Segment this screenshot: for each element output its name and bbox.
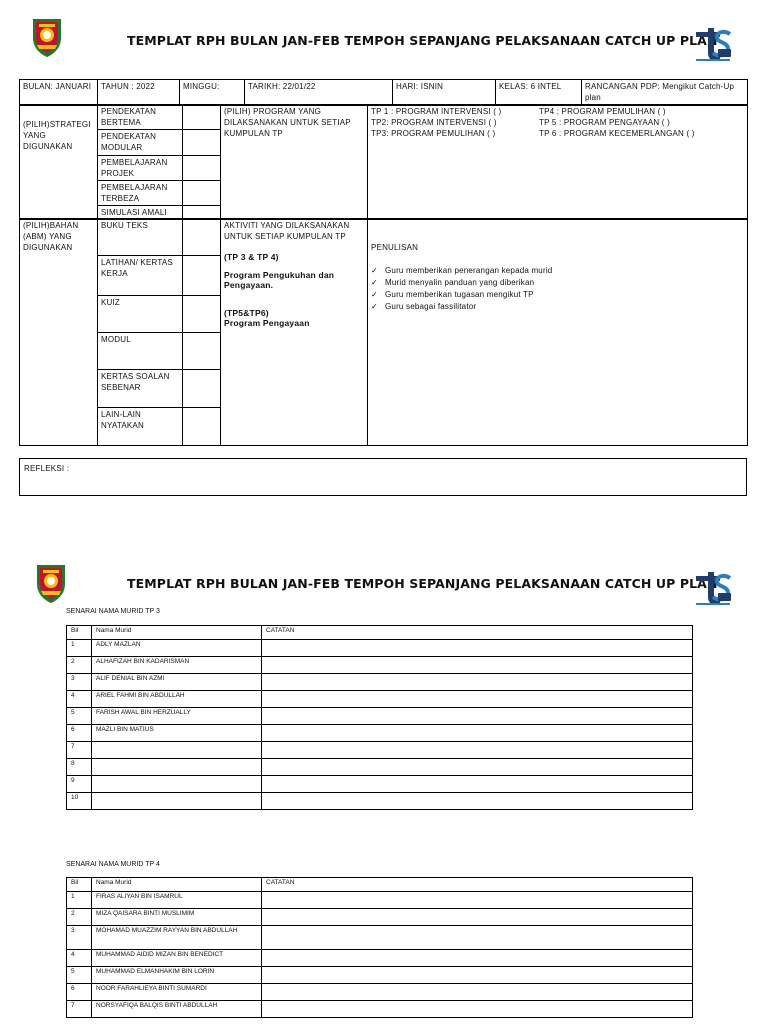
notes-cell[interactable] — [262, 742, 693, 759]
program-item: TP4 ; PROGRAM PEMULIHAN ( ) — [539, 107, 666, 116]
ts25-logo — [692, 22, 732, 62]
student-name-cell: MUHAMMAD ELMANHAKIM BIN LORIN — [92, 967, 262, 984]
material-option: BUKU TEKS — [98, 219, 183, 256]
notes-cell[interactable] — [262, 674, 693, 691]
program-item: TP3: PROGRAM PEMULIHAN ( ) — [371, 129, 496, 138]
program-item: TP 1 : PROGRAM INTERVENSI ( ) — [371, 107, 502, 116]
program-item: TP2: PROGRAM INTERVENSI ( ) — [371, 118, 497, 127]
activity-prompt: AKTIVITI YANG DILAKSANAKAN UNTUK SETIAP KUMPULAN TP — [224, 221, 350, 241]
notes-cell[interactable] — [262, 950, 693, 967]
column-header-catatan: CATATAN — [262, 878, 693, 892]
strategy-checkbox[interactable] — [183, 130, 221, 156]
list-caption-tp3: SENARAI NAMA MURID TP 3 — [66, 608, 160, 615]
page-title: TEMPLAT RPH BULAN JAN-FEB TEMPOH SEPANJANG PELAKSANAAN CATCH UP PLAN — [127, 576, 718, 591]
row-number-cell: 7 — [67, 1001, 92, 1018]
table-row — [67, 892, 693, 909]
student-name-cell: MAZLI BIN MATIUS — [92, 725, 262, 742]
material-option: KERTAS SOALAN SEBENAR — [98, 370, 183, 408]
notes-cell[interactable] — [262, 984, 693, 1001]
material-checkbox[interactable] — [183, 219, 221, 256]
material-checkbox[interactable] — [183, 296, 221, 333]
notes-cell[interactable] — [262, 909, 693, 926]
table-row — [67, 708, 693, 725]
kelas-cell: KELAS: 6 INTEL — [496, 80, 582, 106]
row-number-cell: 8 — [67, 759, 92, 776]
refleksi-label: REFLEKSI : — [24, 464, 70, 473]
student-name-cell: MOHAMAD MUAZZIM RAYYAN BIN ABDULLAH — [92, 926, 262, 950]
row-number-cell: 4 — [67, 950, 92, 967]
materials-label: (PILIH)BAHAN (ABM) YANG DIGUNAKAN — [20, 219, 98, 446]
program-prompt: (PILIH) PROGRAM YANG DILAKSANAKAN UNTUK SETIAP KUMPULAN TP — [221, 105, 368, 220]
column-header-bil: Bil — [67, 626, 92, 640]
notes-cell[interactable] — [262, 759, 693, 776]
row-number-cell: 3 — [67, 674, 92, 691]
strategy-option: SIMULASI AMALI — [98, 206, 183, 220]
student-name-cell — [92, 742, 262, 759]
student-name-cell: FIRAS ALIYAN BIN ISAMRUL — [92, 892, 262, 909]
table-row — [67, 984, 693, 1001]
strategy-label: (PILIH)STRATEGI YANG DIGUNAKAN — [20, 105, 98, 220]
material-checkbox[interactable] — [183, 370, 221, 408]
activity-description — [368, 219, 748, 446]
notes-cell[interactable] — [262, 967, 693, 984]
strategy-checkbox[interactable] — [183, 156, 221, 181]
table-row — [67, 1001, 693, 1018]
material-checkbox[interactable] — [183, 256, 221, 296]
material-option: MODUL — [98, 333, 183, 370]
strategy-checkbox[interactable] — [183, 105, 221, 130]
notes-cell[interactable] — [262, 640, 693, 657]
row-number-cell: 5 — [67, 708, 92, 725]
student-name-cell: ADLY MAZLAN — [92, 640, 262, 657]
row-number-cell: 1 — [67, 640, 92, 657]
table-row — [67, 657, 693, 674]
row-number-cell: 6 — [67, 984, 92, 1001]
table-row — [67, 725, 693, 742]
student-name-cell: ALIF DENIAL BIN AZMI — [92, 674, 262, 691]
tarikh-cell: TARIKH: 22/01/22 — [245, 80, 393, 106]
activity-groups — [221, 219, 368, 446]
school-crest-logo — [30, 16, 64, 58]
minggu-cell: MINGGU: — [180, 80, 245, 106]
strategy-option: PENDEKATAN BERTEMA — [98, 105, 183, 130]
notes-cell[interactable] — [262, 892, 693, 909]
student-table-tp3 — [66, 625, 693, 810]
row-number-cell: 7 — [67, 742, 92, 759]
notes-cell[interactable] — [262, 926, 693, 950]
table-row — [67, 950, 693, 967]
row-number-cell: 3 — [67, 926, 92, 950]
student-name-cell: ARIEL FAHMI BIN ABDULLAH — [92, 691, 262, 708]
material-checkbox[interactable] — [183, 408, 221, 446]
student-name-cell: MIZA QAISARA BINTI MUSLIMIM — [92, 909, 262, 926]
strategy-table — [19, 104, 748, 220]
table-row — [67, 640, 693, 657]
column-header-nama: Nama Murid — [92, 626, 262, 640]
activity-item: Guru memberikan tugasan mengikut TP — [385, 290, 534, 299]
notes-cell[interactable] — [262, 1001, 693, 1018]
table-row — [67, 793, 693, 810]
row-number-cell: 2 — [67, 657, 92, 674]
page-title: TEMPLAT RPH BULAN JAN-FEB TEMPOH SEPANJANG PELAKSANAAN CATCH UP PLAN — [127, 33, 718, 48]
group2-title: (TP5&TP6) — [224, 308, 269, 318]
row-number-cell: 1 — [67, 892, 92, 909]
notes-cell[interactable] — [262, 691, 693, 708]
tahun-cell: TAHUN : 2022 — [98, 80, 180, 106]
checkmark-icon: ✓ — [371, 302, 378, 311]
group1-program: Program Pengukuhan dan Pengayaan. — [224, 270, 335, 290]
table-row — [67, 742, 693, 759]
school-crest-logo — [34, 562, 68, 604]
strategy-option: PEMBELAJARAN PROJEK — [98, 156, 183, 181]
student-table-tp4 — [66, 877, 693, 1018]
row-number-cell: 4 — [67, 691, 92, 708]
student-name-cell: NOOR FARAHLIEYA BINTI SUMARDI — [92, 984, 262, 1001]
activity-heading: PENULISAN — [371, 243, 419, 252]
column-header-bil: Bil — [67, 878, 92, 892]
table-header-row — [67, 626, 693, 640]
material-checkbox[interactable] — [183, 333, 221, 370]
program-list — [368, 105, 748, 220]
table-row — [67, 674, 693, 691]
column-header-nama: Nama Murid — [92, 878, 262, 892]
notes-cell[interactable] — [262, 708, 693, 725]
strategy-checkbox[interactable] — [183, 181, 221, 206]
refleksi-box[interactable] — [19, 458, 747, 496]
row-number-cell: 10 — [67, 793, 92, 810]
row-number-cell: 5 — [67, 967, 92, 984]
checkmark-icon: ✓ — [371, 278, 378, 287]
materials-table — [19, 218, 748, 446]
table-row — [67, 909, 693, 926]
notes-cell[interactable] — [262, 776, 693, 793]
table-row — [67, 691, 693, 708]
row-number-cell: 2 — [67, 909, 92, 926]
program-item: TP 6 : PROGRAM KECEMERLANGAN ( ) — [539, 129, 695, 138]
student-name-cell: ALHAFIZAH BIN KADARISMAN — [92, 657, 262, 674]
column-header-catatan: CATATAN — [262, 626, 693, 640]
bulan-cell: BULAN: JANUARI — [20, 80, 98, 106]
material-option: LATIHAN/ KERTAS KERJA — [98, 256, 183, 296]
row-number-cell: 9 — [67, 776, 92, 793]
ts25-logo — [692, 566, 732, 606]
activity-item: Guru memberikan penerangan kepada murid — [385, 266, 553, 275]
row-number-cell: 6 — [67, 725, 92, 742]
group1-title: (TP 3 & TP 4) — [224, 252, 279, 262]
list-caption-tp4: SENARAI NAMA MURID TP 4 — [66, 861, 160, 868]
strategy-option: PENDEKATAN MODULAR — [98, 130, 183, 156]
activity-item: Guru sebagai fassilitator — [385, 302, 477, 311]
student-name-cell: NORSYAFIQA BALQIS BINTI ABDULLAH — [92, 1001, 262, 1018]
table-row — [67, 759, 693, 776]
student-name-cell — [92, 776, 262, 793]
activity-item: Murid menyalin panduan yang diberikan — [385, 278, 535, 287]
table-row — [67, 926, 693, 950]
material-option: KUIZ — [98, 296, 183, 333]
table-header-row — [67, 878, 693, 892]
notes-cell[interactable] — [262, 793, 693, 810]
rph-header-table — [19, 79, 748, 106]
table-row — [67, 776, 693, 793]
table-row — [67, 967, 693, 984]
student-name-cell: MUHAMMAD AIDID MIZAN BIN BENEDICT — [92, 950, 262, 967]
material-option: LAIN-LAIN NYATAKAN — [98, 408, 183, 446]
group2-program: Program Pengayaan — [224, 318, 310, 328]
notes-cell[interactable] — [262, 657, 693, 674]
notes-cell[interactable] — [262, 725, 693, 742]
student-name-cell — [92, 759, 262, 776]
student-name-cell — [92, 793, 262, 810]
student-name-cell: FARISH AWAL BIN HERZUALLY — [92, 708, 262, 725]
hari-cell: HARI: ISNIN — [393, 80, 496, 106]
checkmark-icon: ✓ — [371, 266, 378, 275]
strategy-option: PEMBELAJARAN TERBEZA — [98, 181, 183, 206]
checkmark-icon: ✓ — [371, 290, 378, 299]
program-item: TP 5 : PROGRAM PENGAYAAN ( ) — [539, 118, 670, 127]
rancangan-cell: RANCANGAN PDP: Mengikut Catch-Up plan — [582, 80, 748, 106]
